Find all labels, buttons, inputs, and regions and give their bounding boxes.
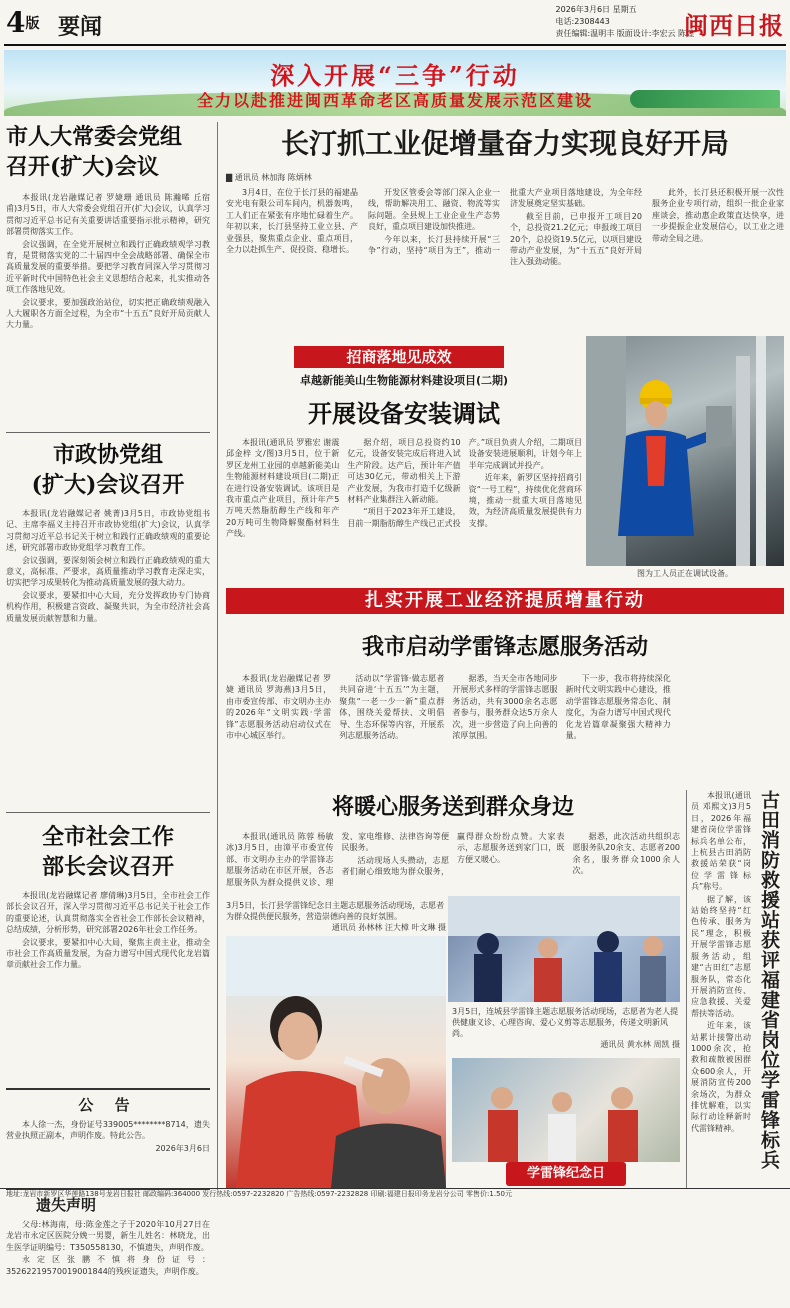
- volunteer-article: [226, 620, 784, 770]
- warmth-body: 本报讯(通讯员 陈蓉 杨敏冰)3月5日，由漳平市委宣传部、市文明办主办的学雷锋志愿服务活动在市区开展，各志愿服务队为群众提供义诊、理发、家电维修、法律咨询等便民服务。 活动现场人头攒动，志愿者们耐心细致地为群众服务，赢得群众纷纷点赞。大家表示，志愿服务送到家门口，既方便又暖心。 据悉，此次活动共组织志愿服务队20余支、志愿者200余名，服务群众1000余人次。: [226, 832, 680, 887]
- article-social-work-title: 全市社会工作 部长会议召开: [41, 824, 174, 880]
- left-column: [6, 122, 218, 1276]
- article-social-work-body: 本报讯(龙岩融媒记者 廖倩琳)3月5日，全市社会工作部长会议召开，深入学习贯彻习近平总书记关于社会工作的重要论述，认真贯彻落实全省社会工作部长会议精神，总结成绩，分析形势，研究部署2026年社会工作任务。 会议要求，要紧扣中心大局，聚焦主责主业，推动全市社会工作高质量发展，为奋力谱写中国式现代化龙岩篇章贡献社会工作力量。: [6, 891, 210, 970]
- newspaper-logo: 闽西日报: [684, 11, 784, 40]
- issue-date: 2026年3月6日 星期五: [555, 5, 637, 14]
- gutian-article: [686, 790, 784, 1188]
- lost-notice-body: 父母:林海南，母:陈金莲之子于2020年10月27日在龙岩市永定区医院分娩一男婴，新生儿姓名：林晓龙，出生医学证明编号：T350558130，不慎遗失，声明作废。 永定区张鹏不慎将身份证号：35262219570019001844的残疾证遗失，声明作废。: [6, 1220, 210, 1276]
- lead-title: 长汀抓工业促增量奋力实现良好开局: [280, 127, 729, 160]
- worker-photo-caption: 图为工人员正在调试设备。: [637, 569, 733, 578]
- invest-body: 本报讯(通讯员 罗雅宏 谢震 邱金梓 文/图)3月5日，位于新罗区龙州工业园的卓越新能美山生物能源材料建设项目(二期)正在进行设备安装调试。该项目是我市重点产业项目，预计年产5万吨天然脂肪醇生产线和年产20万吨可生物降解聚酯材料生产线。 据介绍，项目总投资约10亿元，设备安装完成后将进入试生产阶段。达产后，预计年产值可达30亿元，带动相关上下游产业发展，为我市打造千亿级新材料产业集群注入新动能。 “项目于2023年开工建设，目前一期脂肪醇生产线已正式投产。”项目负责人介绍，二期项目设备安装进展顺利，计划今年上半年完成调试并投产。 近年来，新罗区坚持招商引资“一号工程”，持续优化营商环境，推动一批重大项目落地见效，为经济高质量发展提供有力支撑。: [226, 438, 582, 539]
- health-check-illustration: [226, 936, 446, 1188]
- article-npc-body: 本报讯(龙岩融媒记者 罗婕珊 通讯员 陈瀚晞 丘宿甫)3月5日，市人大常委会党组召开(扩大)会议，认真学习贯彻习近平总书记有关重要讲话重要指示批示精神，研究部署贯彻落实工作。 会议强调，在全党开展树立和践行正确政绩观学习教育，是贯彻落实党的二十届四中全会战略部署、确保全市高质量发展的重要举措。要把学习教育同深入学习贯彻习近平新时代中国特色社会主义思想结合起来，扎实推动各项工作落地见效。 会议要求，要加强政治站位，切实把正确政绩观融入人大履职各方面全过程，为全市“十五五”良好开局贡献人大力量。: [6, 193, 210, 330]
- warmth-article: [226, 790, 680, 896]
- notice-block: [6, 1088, 210, 1184]
- divider: [6, 812, 210, 813]
- lead-body: 3月4日，在位于长汀县的福建晶安光电有限公司车间内，机器轰鸣，工人们正在紧张有序地忙碌着生产。年初以来，长汀县坚持工业立县、产业强县，聚焦重点企业、重点项目，全力以赴抓生产、促投资、稳增长。 开发区管委会等部门深入企业一线，帮助解决用工、融资、物流等实际问题。全县规上工业企业生产态势良好，重点项目建设加快推进。 今年以来，长汀县持续开展“三争”行动，坚持“项目为王”，推动一批重大产业项目落地建设，为全年经济发展奠定坚实基础。 截至目前，已申报开工项目20个，总投资21.2亿元；申报竣工项目20个，总投资19.5亿元，以项目建设带动产业发展，为“十五五”良好开局注入强劲动能。 此外，长汀县还积极开展一次性服务企业专项行动，组织一批企业家座谈会，推动惠企政策直达快享，进一步提振企业发展信心，以工业之进带动全局之进。: [226, 188, 784, 267]
- worker-photo: [586, 336, 784, 566]
- industry-section-bar: 扎实开展工业经济提质增量行动: [226, 588, 784, 614]
- photo2-caption: 3月5日，连城县学雷锋主题志愿服务活动现场，志愿者为老人提供健康义诊、心理咨询、爱心义剪等志愿服务，传递文明新风尚。 通讯员 黄水林 周凯 摄: [452, 1007, 680, 1049]
- masthead: [0, 0, 790, 46]
- photo-firefighters: [448, 896, 680, 1002]
- article-cppcc-title: 市政协党组 (扩大)会议召开: [31, 442, 185, 498]
- article-npc: [6, 122, 210, 438]
- lost-notice-title: 遗失声明: [36, 1196, 97, 1214]
- warmth-title: 将暖心服务送到群众身边: [331, 794, 574, 820]
- invest-article: [226, 372, 582, 580]
- invest-title: 开展设备安装调试: [308, 399, 500, 428]
- notice-date: 2026年3月6日: [155, 1143, 210, 1153]
- phone: 电话:2308443: [555, 17, 610, 26]
- lei-feng-day-tag: 学雷锋纪念日: [506, 1162, 626, 1186]
- article-cppcc: [6, 440, 210, 806]
- lead-article: [226, 122, 784, 336]
- volunteer-body: 本报讯(龙岩融媒记者 罗婕 通讯员 罗海燕)3月5日，由市委宣传部、市文明办主办的2026年“文明实践·学雷锋”志愿服务活动启动仪式在市中心城区举行。 活动以“学雷锋·做志愿者 共同奋进‘十五五’”为主题，聚焦“一老一少一新”重点群体，围绕关爱帮扶、文明倡导、生态环保等内容，开展系列志愿服务活动。 据悉，当天全市各地同步开展形式多样的学雷锋志愿服务活动，共有3000余名志愿者参与，服务群众达5万余人次，进一步营造了向上向善的浓厚氛围。 下一步，我市将持续深化新时代文明实践中心建设，推动学雷锋志愿服务常态化、制度化，为奋力谱写中国式现代化龙岩篇章凝聚强大精神力量。: [226, 674, 671, 741]
- lost-notice-block: [6, 1188, 210, 1308]
- page-footer: 地址:龙岩市新罗区华莲路138号龙岩日报社 邮政编码:364000 发行热线:0597-2232820 广告热线:0597-2232828 印刷:福建日报印务龙岩分公司 零售价:1.50元: [0, 1188, 790, 1200]
- divider: [6, 432, 210, 433]
- banner-subtitle: 全力以赴推进闽西革命老区高质量发展示范区建设: [196, 91, 593, 110]
- article-social-work: [6, 822, 210, 1092]
- photo-volunteers: [452, 1058, 680, 1162]
- page-number: 4版: [6, 6, 40, 39]
- lead-byline: ▇ 通讯员 林加海 陈炳林: [226, 173, 312, 182]
- campaign-banner: [4, 50, 786, 116]
- gutian-title: 古田消防救援站获评福建省岗位学雷锋标兵: [758, 790, 780, 1170]
- invest-kicker: 卓越新能美山生物能源材料建设项目(二期): [299, 374, 509, 387]
- worker-illustration: [586, 336, 784, 566]
- section-name: 要闻: [58, 14, 103, 40]
- article-npc-title: 市人大常委会党组 召开(扩大)会议: [6, 124, 183, 180]
- notice-body: 本人徐一杰，身份证号339005********8714，遗失营业执照正副本，声明作废。特此公告。: [6, 1120, 210, 1141]
- editors: 责任编辑:温明丰 版面设计:李宏云 陈煌: [555, 29, 694, 38]
- photo-health-check: [226, 936, 446, 1188]
- firefighters-illustration: [448, 896, 680, 1002]
- gutian-body: 本报讯(通讯员 邓熙文)3月5日，2026年福建省岗位学雷锋标兵名单公布，上杭县古田消防救援站荣获“岗位学雷锋标兵”称号。 据了解，该站始终坚持“红色传承、服务为民”理念，积极开展学雷锋志愿服务活动，组建“古田红”志愿服务队，常态化开展消防宣传、应急救援、关爱帮扶等活动。 近年来，该站累计接警出动1000余次，抢救和疏散被困群众600余人，开展消防宣传200余场次，为群众排忧解难，以实际行动诠释新时代雷锋精神。: [691, 791, 751, 1133]
- masthead-rule: [4, 44, 786, 46]
- invest-tag: 招商落地见成效: [294, 346, 504, 368]
- article-cppcc-body: 本报讯(龙岩融媒记者 姚菁)3月5日，市政协党组书记、主席李福义主持召开市政协党组(扩大)会议，认真学习贯彻习近平总书记关于树立和践行正确政绩观的重要论述，研究部署市政协党组学习教育工作。 会议强调，要深刻领会树立和践行正确政绩观的重大意义，高标准、严要求，高质量推动学习教育走深走实，切实把学习成果转化为推动高质量发展的强大动力。 会议要求，要紧扣中心大局，充分发挥政协专门协商机构作用，积极建言资政、凝聚共识，为全市经济社会高质量发展贡献智慧和力量。: [6, 509, 210, 623]
- volunteers-illustration: [452, 1058, 680, 1162]
- notice-title: 公 告: [78, 1096, 138, 1114]
- photo1-caption: 3月5日，长汀县学雷锋纪念日主题志愿服务活动现场，志愿者为群众提供便民服务，营造崇德向善的良好氛围。 通讯员 孙林林 汪大樟 叶文琳 摄: [226, 901, 446, 932]
- banner-title: 深入开展“三争”行动: [270, 61, 520, 90]
- volunteer-title: 我市启动学雷锋志愿服务活动: [361, 634, 648, 660]
- masthead-info: [556, 4, 694, 40]
